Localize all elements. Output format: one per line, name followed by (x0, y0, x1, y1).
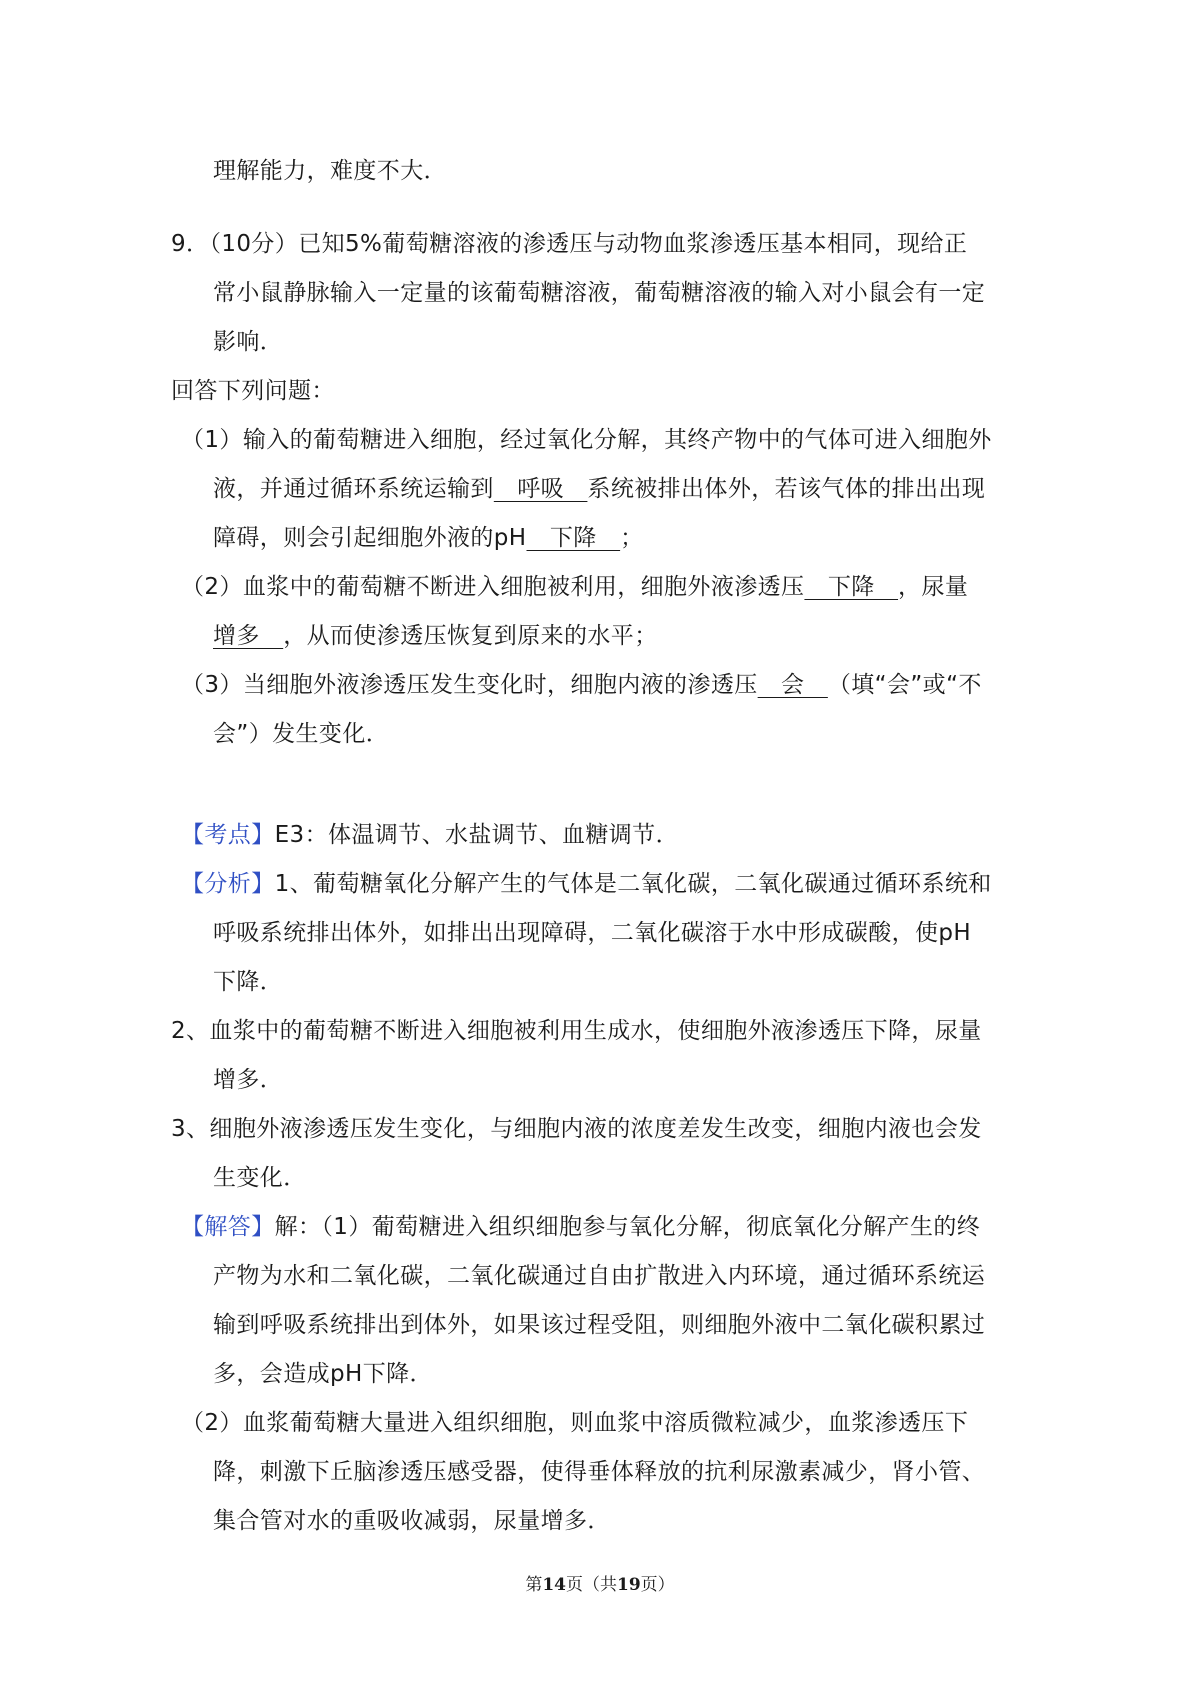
part-2-line-1: （2）血浆中的葡萄糖不断进入细胞被利用，细胞外液渗透压 下降 ，尿量 (181, 570, 968, 604)
fenxi-item-2-line-2: 增多． (213, 1067, 284, 1093)
jieda-line-3: 输到呼吸系统排出到体外，如果该过程受阻，则细胞外液中二氧化碳积累过 (213, 1312, 986, 1338)
part-3-line-2: 会”）发生变化． (213, 721, 390, 747)
jieda-tag: 【解答】 (181, 1214, 275, 1240)
jieda-line-2: 产物为水和二氧化碳，二氧化碳通过自由扩散进入内环境，通过循环系统运 (213, 1263, 986, 1289)
part-1-line-3: 障碍，则会引起细胞外液的pH 下降 ； (213, 521, 644, 555)
question-9-line-3: 影响． (213, 329, 284, 355)
fenxi-tag: 【分析】 (181, 871, 275, 897)
answer-blank-ph: 下降 (526, 525, 621, 551)
part-1-line-1: （1）输入的葡萄糖进入细胞，经过氧化分解，其终产物中的气体可进入细胞外 (181, 427, 992, 453)
jieda-line-1: 【解答】解：（1）葡萄糖进入组织细胞参与氧化分解，彻底氧化分解产生的终 (181, 1214, 981, 1240)
question-9-line-2: 常小鼠静脉输入一定量的该葡萄糖溶液，葡萄糖溶液的输入对小鼠会有一定 (213, 280, 986, 306)
previous-answer-tail: 理解能力，难度不大． (213, 158, 447, 184)
jieda-line-4: 多，会造成pH下降． (213, 1361, 433, 1387)
part-1-line-2: 液，并通过循环系统运输到 呼吸 系统被排出体外，若该气体的排出出现 (213, 472, 985, 506)
question-score: （10分） (209, 231, 299, 257)
jieda-part-2-line-2: 降，刺激下丘脑渗透压感受器，使得垂体释放的抗利尿激素减少，肾小管、 (213, 1459, 986, 1485)
fenxi-item-3-line-1: 3、细胞外液渗透压发生变化，与细胞内液的浓度差发生改变，细胞内液也会发 (171, 1116, 982, 1142)
kaodian-line: 【考点】E3：体温调节、水盐调节、血糖调节． (181, 822, 679, 848)
answer-blank-urine: 增多 (213, 623, 284, 649)
jieda-part-2-line-1: （2）血浆葡萄糖大量进入组织细胞，则血浆中溶质微粒减少，血浆渗透压下 (181, 1410, 969, 1436)
answer-blank-respiratory: 呼吸 (493, 476, 588, 502)
answer-blank-will: 会 (757, 672, 828, 698)
answer-blank-osmotic: 下降 (804, 574, 899, 600)
page-number: 14 (542, 1575, 566, 1595)
page-total: 19 (617, 1575, 641, 1595)
fenxi-line-2: 呼吸系统排出体外，如排出出现障碍，二氧化碳溶于水中形成碳酸，使pH (213, 920, 972, 946)
question-number: 9． (171, 231, 210, 257)
fenxi-item-3-line-2: 生变化． (213, 1165, 307, 1191)
fenxi-line-1: 【分析】1、葡萄糖氧化分解产生的气体是二氧化碳，二氧化碳通过循环系统和 (181, 871, 992, 897)
part-3-line-1: （3）当细胞外液渗透压发生变化时，细胞内液的渗透压 会 （填“会”或“不 (181, 668, 982, 702)
fenxi-item-2-line-1: 2、血浆中的葡萄糖不断进入细胞被利用生成水，使细胞外液渗透压下降，尿量 (171, 1018, 982, 1044)
fenxi-line-3: 下降． (213, 969, 284, 995)
jieda-part-2-line-3: 集合管对水的重吸收减弱，尿量增多． (213, 1508, 611, 1534)
question-prompt: 回答下列问题： (171, 378, 335, 404)
part-2-line-2: 增多 ，从而使渗透压恢复到原来的水平； (213, 619, 658, 653)
kaodian-tag: 【考点】 (181, 822, 275, 848)
page-footer: 第14页（共19页） (525, 1575, 675, 1595)
question-9-line-1: 9．（10分）已知5%葡萄糖溶液的渗透压与动物血浆渗透压基本相同，现给正 (171, 231, 968, 257)
